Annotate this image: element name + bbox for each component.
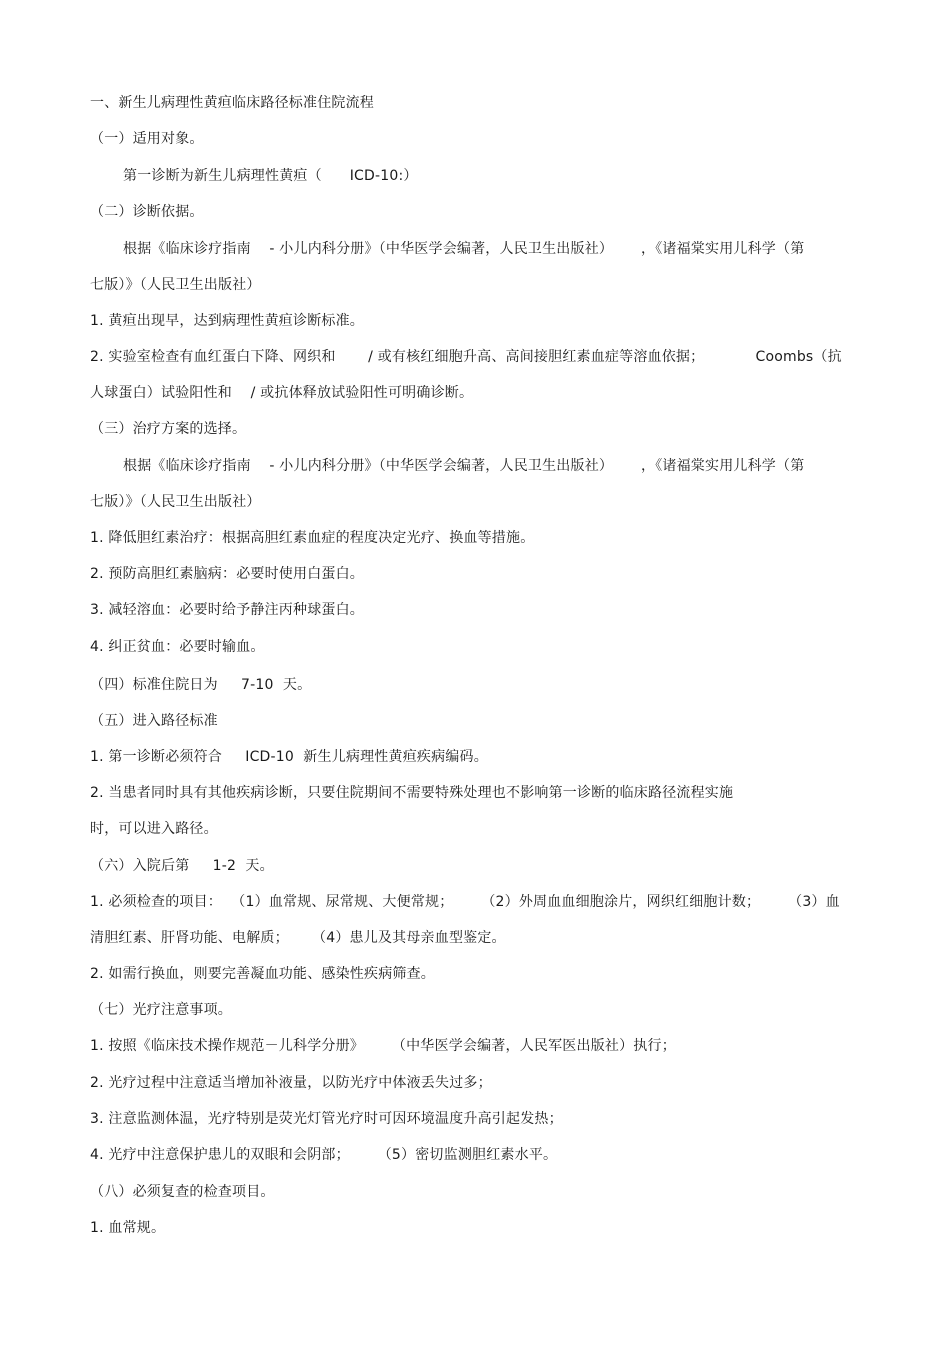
section-7-item-4: 4. 光疗中注意保护患儿的双眼和会阴部； （5）密切监测胆红素水平。: [90, 1147, 558, 1163]
section-3-heading: （三）治疗方案的选择。: [90, 421, 247, 437]
section-6-item-1-line-1: 1. 必须检查的项目： （1）血常规、尿常规、大便常规； （2）外周血血细胞涂片，网织红细胞计数； （3）血: [90, 894, 840, 910]
section-7-item-1: 1. 按照《临床技术操作规范－儿科学分册》 （中华医学会编著，人民军医出版社）执行；: [90, 1038, 676, 1054]
section-2-heading: （二）诊断依据。: [90, 204, 204, 220]
section-3-reference-line-2: 七版）》（人民卫生出版社）: [90, 494, 261, 510]
section-2-item-2-line-1: 2. 实验室检查有血红蛋白下降、网织和 / 或有核红细胞升高、高间接胆红素血症等溶血依据； Coombs（抗: [90, 349, 842, 365]
section-6-item-1-line-2: 清胆红素、肝肾功能、电解质； （4）患儿及其母亲血型鉴定。: [90, 930, 506, 946]
section-2-reference-line-1: 根据《临床诊疗指南 - 小儿内科分册》（中华医学会编著，人民卫生出版社） ，《诸福棠实用儿科学（第: [123, 241, 805, 257]
section-7-item-2: 2. 光疗过程中注意适当增加补液量，以防光疗中体液丢失过多；: [90, 1075, 492, 1091]
section-2-reference-line-2: 七版）》（人民卫生出版社）: [90, 277, 261, 293]
section-7-heading: （七）光疗注意事项。: [90, 1002, 232, 1018]
section-4-heading: （四）标准住院日为 7-10 天。: [90, 677, 312, 693]
section-3-item-2: 2. 预防高胆红素脑病：必要时使用白蛋白。: [90, 566, 365, 582]
section-2-item-2-line-2: 人球蛋白）试验阳性和 / 或抗体释放试验阳性可明确诊断。: [90, 385, 474, 401]
section-8-item-1: 1. 血常规。: [90, 1220, 166, 1236]
section-2-item-1: 1. 黄疸出现早，达到病理性黄疸诊断标准。: [90, 313, 365, 329]
section-6-heading: （六）入院后第 1-2 天。: [90, 858, 274, 874]
section-7-item-3: 3. 注意监测体温，光疗特别是荧光灯管光疗时可因环境温度升高引起发热；: [90, 1111, 563, 1127]
section-5-heading: （五）进入路径标准: [90, 713, 218, 729]
section-3-item-3: 3. 减轻溶血：必要时给予静注丙种球蛋白。: [90, 602, 365, 618]
section-5-item-2-line-2: 时，可以进入路径。: [90, 821, 218, 837]
section-1-heading: （一）适用对象。: [90, 131, 204, 147]
section-8-heading: （八）必须复查的检查项目。: [90, 1184, 275, 1200]
section-1-text: 第一诊断为新生儿病理性黄疸（ ICD-10:）: [123, 168, 418, 184]
document-title: 一、新生儿病理性黄疸临床路径标准住院流程: [90, 95, 374, 111]
section-3-item-1: 1. 降低胆红素治疗：根据高胆红素血症的程度决定光疗、换血等措施。: [90, 530, 535, 546]
section-3-reference-line-1: 根据《临床诊疗指南 - 小儿内科分册》（中华医学会编著，人民卫生出版社） ，《诸福棠实用儿科学（第: [123, 458, 805, 474]
section-5-item-2-line-1: 2. 当患者同时具有其他疾病诊断，只要住院期间不需要特殊处理也不影响第一诊断的临床路径流程实施: [90, 785, 734, 801]
section-3-item-4: 4. 纠正贫血：必要时输血。: [90, 639, 265, 655]
section-5-item-1: 1. 第一诊断必须符合 ICD-10 新生儿病理性黄疸疾病编码。: [90, 749, 488, 765]
section-6-item-2: 2. 如需行换血，则要完善凝血功能、感染性疾病筛查。: [90, 966, 436, 982]
